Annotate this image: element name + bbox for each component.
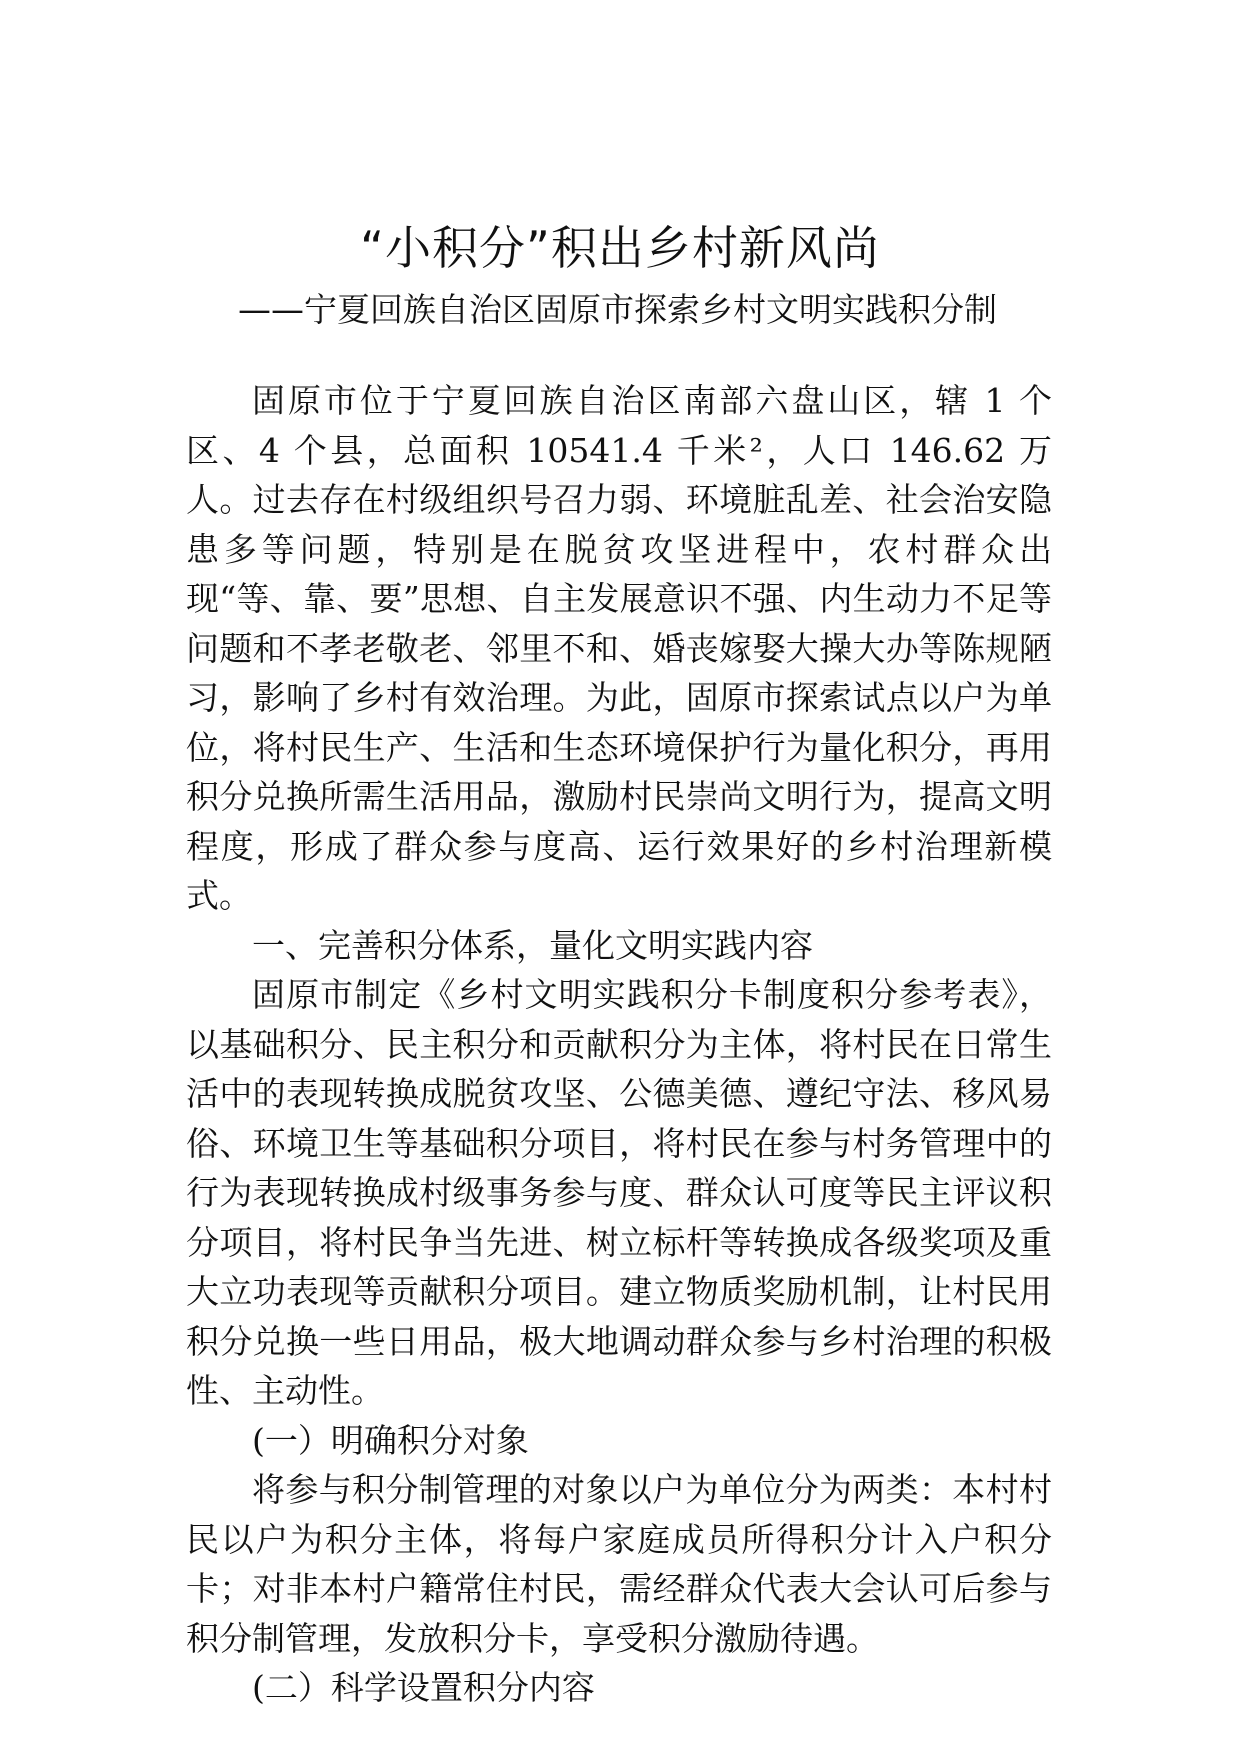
- body-paragraph-intro: 固原市位于宁夏回族自治区南部六盘山区，辖 1 个区、4 个县，总面积 10541.4 千米²，人口 146.62 万人。过去存在村级组织号召力弱、环境脏乱差、社会治安隐患多等问题，特别是在脱贫攻坚进程中，农村群众出现“等、靠、要”思想、自主发展意识不强、内生动力不足等问题和不孝老敬老、邻里不和、婚丧嫁娶大操大办等陈规陋习，影响了乡村有效治理。为此，固原市探索试点以户为单位，将村民生产、生活和生态环境保护行为量化积分，再用积分兑换所需生活用品，激励村民崇尚文明行为，提高文明程度，形成了群众参与度高、运行效果好的乡村治理新模式。: [186, 381, 1052, 915]
- subsection-heading-2: (二）科学设置积分内容: [252, 1668, 595, 1707]
- document-title: “小积分”积出乡村新风尚: [360, 221, 880, 275]
- subsection-heading-1: (一）明确积分对象: [252, 1420, 529, 1460]
- document-subtitle: ——宁夏回族自治区固原市探索乡村文明实践积分制: [238, 290, 997, 329]
- section-heading-1: 一、完善积分体系，量化文明实践内容: [252, 925, 813, 965]
- body-paragraph-subsection-1: 将参与积分制管理的对象以户为单位分为两类：本村村民以户为积分主体，将每户家庭成员所得积分计入户积分卡；对非本村户籍常住村民，需经群众代表大会认可后参与积分制管理，发放积分卡，享受积分激励待遇。: [186, 1470, 1052, 1658]
- body-paragraph-section-1: 固原市制定《乡村文明实践积分卡制度积分参考表》，以基础积分、民主积分和贡献积分为主体，将村民在日常生活中的表现转换成脱贫攻坚、公德美德、遵纪守法、移风易俗、环境卫生等基础积分项目，将村民在参与村务管理中的行为表现转换成村级事务参与度、群众认可度等民主评议积分项目，将村民争当先进、树立标杆等转换成各级奖项及重大立功表现等贡献积分项目。建立物质奖励机制，让村民用积分兑换一些日用品，极大地调动群众参与乡村治理的积极性、主动性。: [186, 975, 1052, 1410]
- document-body: [186, 376, 1052, 1713]
